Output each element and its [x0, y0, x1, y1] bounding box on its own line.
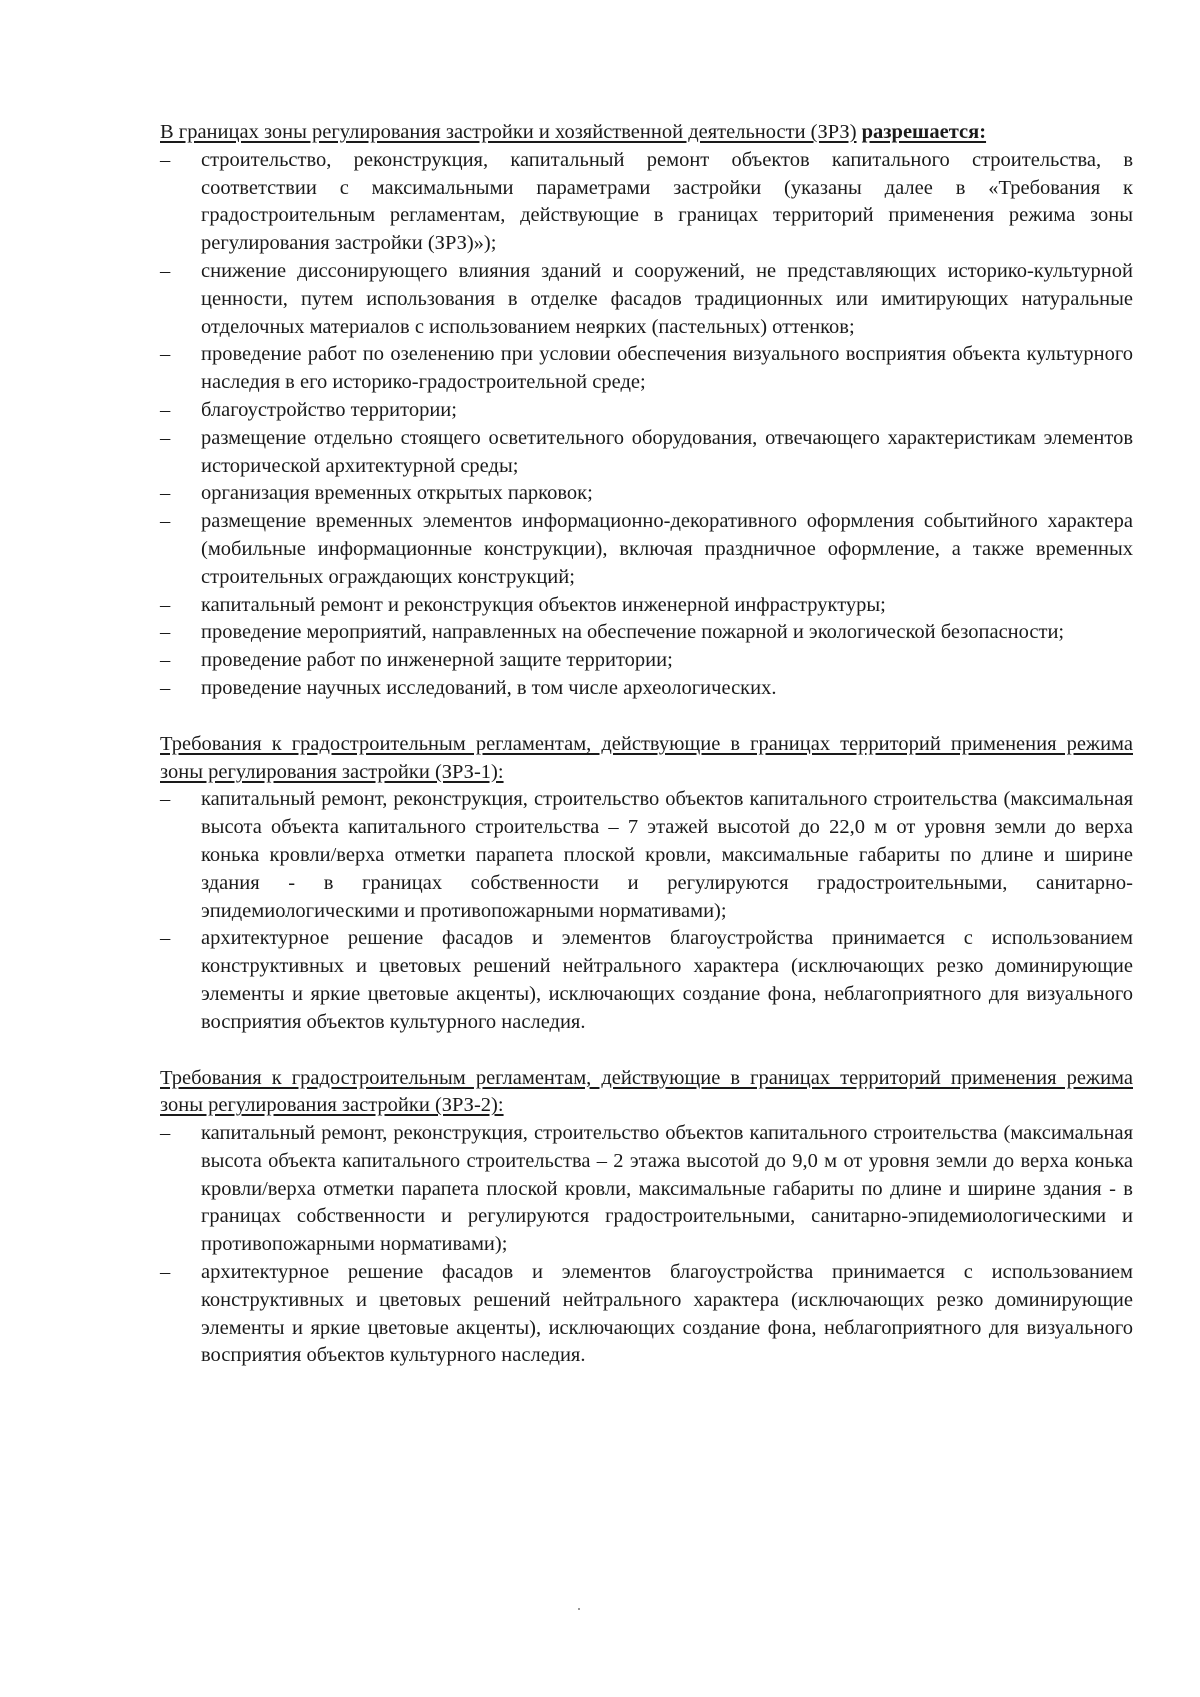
- list-item: [160, 147, 1133, 258]
- scan-speck: [578, 1608, 580, 1610]
- dash-bullet: –: [160, 259, 171, 282]
- dash-bullet: –: [160, 343, 171, 366]
- list-item: [160, 675, 1133, 703]
- dash-bullet: –: [160, 510, 171, 533]
- zrz-1-list: [160, 786, 1133, 1036]
- list-item-text: проведение работ по озеленению при условии обеспечения визуального восприятия объекта культурного наследия в его историко-градостроительной среде;: [201, 343, 1133, 394]
- list-item: [160, 1259, 1133, 1370]
- zrz-2-list: [160, 1120, 1133, 1370]
- list-item-text: организация временных открытых парковок;: [201, 482, 593, 505]
- dash-bullet: –: [160, 676, 171, 699]
- list-item-text: архитектурное решение фасадов и элементов благоустройства принимается с использованием конструктивных и цветовых решений нейтрального характера (исключающих резко доминирующие элементы и яркие цветовые акценты), исключающих создание фона, неблагоприятного для визуального восприятия объектов культурного наследия.: [201, 1261, 1133, 1367]
- section-heading-text: В границах зоны регулирования застройки и хозяйственной деятельности (ЗРЗ): [160, 121, 857, 143]
- dash-bullet: –: [160, 788, 171, 811]
- list-item-text: капитальный ремонт, реконструкция, строительство объектов капитального строительства (максимальная высота объекта капитального строительства – 2 этажа высотой до 9,0 м от уровня земли до верха конька кровли/верха отметки парапета плоской кровли, максимальные габариты по длине и ширине здания - в границах собственности и регулируются градостроительными, санитарно-эпидемиологическими и противопожарными нормативами);: [201, 1122, 1133, 1256]
- list-item: [160, 1120, 1133, 1259]
- dash-bullet: –: [160, 1261, 171, 1284]
- list-item: [160, 786, 1133, 925]
- list-item-text: капитальный ремонт и реконструкция объектов инженерной инфраструктуры;: [201, 593, 886, 616]
- list-item: [160, 508, 1133, 591]
- list-item-text: проведение работ по инженерной защите территории;: [201, 649, 673, 672]
- permitted-list: [160, 147, 1133, 703]
- dash-bullet: –: [160, 482, 171, 505]
- list-item-text: проведение мероприятий, направленных на обеспечение пожарной и экологической безопасности;: [201, 621, 1065, 644]
- list-item-text: размещение временных элементов информационно-декоративного оформления событийного характера (мобильные информационные конструкции), включая праздничное оформление, а также временных строительных ограждающих конструкций;: [201, 510, 1133, 588]
- list-item-text: благоустройство территории;: [201, 398, 457, 421]
- document-page: [160, 119, 1133, 1398]
- section-zrz-permitted: [160, 119, 1133, 703]
- section-zrz-2: [160, 1065, 1133, 1371]
- dash-bullet: –: [160, 649, 171, 672]
- section-heading: [160, 1065, 1133, 1121]
- dash-bullet: –: [160, 398, 171, 421]
- list-item-text: проведение научных исследований, в том числе археологических.: [201, 676, 777, 699]
- list-item: [160, 425, 1133, 481]
- list-item-text: строительство, реконструкция, капитальный ремонт объектов капитального строительства, в соответствии с максимальными параметрами застройки (указаны далее в «Требования к градостроительным регламентам, действующие в границах территорий применения режима зоны регулирования застройки (ЗРЗ)»);: [201, 148, 1133, 255]
- section-heading: [160, 731, 1133, 787]
- list-item-text: снижение диссонирующего влияния зданий и сооружений, не представляющих историко-культурной ценности, путем использования в отделке фасадов традиционных или имитирующих натуральные отделочных материалов с использованием неярких (пастельных) оттенков;: [201, 259, 1133, 338]
- list-item: [160, 480, 1133, 508]
- section-heading: [160, 119, 1133, 147]
- list-item: [160, 258, 1133, 341]
- list-item-text: размещение отдельно стоящего осветительного оборудования, отвечающего характеристикам элементов исторической архитектурной среды;: [201, 426, 1133, 477]
- dash-bullet: –: [160, 621, 171, 644]
- list-item: [160, 592, 1133, 620]
- dash-bullet: –: [160, 148, 171, 171]
- section-heading-text: Требования к градостроительным регламентам, действующие в границах территорий применения режима зоны регулирования застройки (ЗРЗ-1):: [160, 732, 1133, 783]
- dash-bullet: –: [160, 593, 171, 616]
- section-heading-text: Требования к градостроительным регламентам, действующие в границах территорий применения режима зоны регулирования застройки (ЗРЗ-2):: [160, 1066, 1133, 1117]
- dash-bullet: –: [160, 426, 171, 449]
- list-item: [160, 925, 1133, 1036]
- section-zrz-1: [160, 731, 1133, 1037]
- dash-bullet: –: [160, 927, 171, 950]
- list-item: [160, 397, 1133, 425]
- list-item: [160, 647, 1133, 675]
- list-item: [160, 341, 1133, 397]
- dash-bullet: –: [160, 1122, 171, 1145]
- list-item-text: капитальный ремонт, реконструкция, строительство объектов капитального строительства (максимальная высота объекта капитального строительства – 7 этажей высотой до 22,0 м от уровня земли до верха конька кровли/верха отметки парапета плоской кровли, максимальные габариты по длине и ширине здания - в границах собственности и регулируются градостроительными, санитарно-эпидемиологическими и противопожарными нормативами);: [201, 788, 1133, 922]
- list-item-text: архитектурное решение фасадов и элементов благоустройства принимается с использованием конструктивных и цветовых решений нейтрального характера (исключающих резко доминирующие элементы и яркие цветовые акценты), исключающих создание фона, неблагоприятного для визуального восприятия объектов культурного наследия.: [201, 927, 1133, 1033]
- list-item: [160, 619, 1133, 647]
- section-heading-bold: разрешается:: [861, 121, 987, 143]
